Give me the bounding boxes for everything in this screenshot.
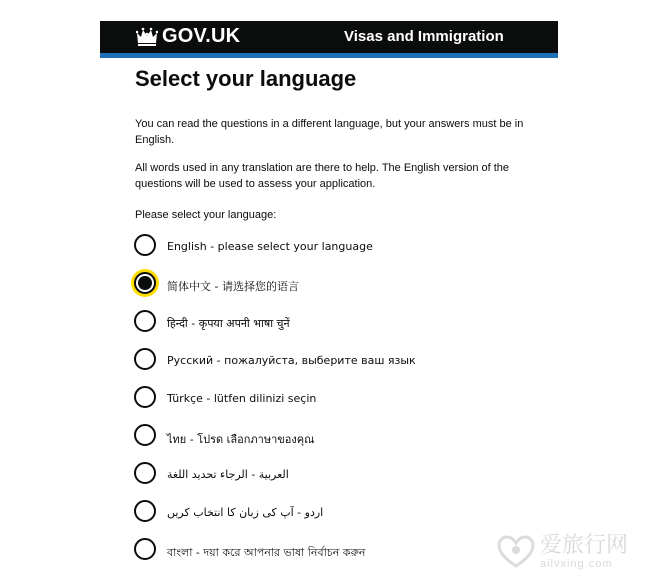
language-option-hindi[interactable] xyxy=(134,305,574,343)
language-option-russian[interactable] xyxy=(134,343,574,381)
watermark-name: 爱旅行网 xyxy=(540,533,629,558)
radio-button-selected[interactable] xyxy=(134,272,156,294)
radio-button[interactable] xyxy=(134,348,156,370)
intro-text: You can read the questions in a different language, but your answers must be in English. xyxy=(135,118,524,146)
language-radio-group xyxy=(134,229,574,571)
header xyxy=(100,21,558,53)
option-label: اردو - آپ کی زبان کا انتخاب کریں xyxy=(167,506,324,519)
language-option-arabic[interactable] xyxy=(134,457,574,495)
language-prompt: Please select your language: xyxy=(135,209,277,221)
radio-button[interactable] xyxy=(134,234,156,256)
header-accent-bar xyxy=(100,53,558,58)
option-label: Русский - пожалуйста, выберите ваш язык xyxy=(167,354,416,367)
heart-logo-icon xyxy=(496,532,536,572)
language-option-urdu[interactable] xyxy=(134,495,574,533)
radio-button[interactable] xyxy=(134,310,156,332)
option-label: العربية - الرجاء تحديد اللغة xyxy=(167,468,289,481)
crown-icon xyxy=(136,27,158,47)
language-option-thai[interactable] xyxy=(134,419,574,457)
language-option-chinese[interactable] xyxy=(134,267,574,305)
option-label: Türkçe - lütfen dilinizi seçin xyxy=(167,392,317,405)
option-label: हिन्दी - कृपया अपनी भाषा चुनें xyxy=(167,317,290,330)
language-option-english[interactable] xyxy=(134,229,574,267)
option-label: বাংলা - দয়া করে আপনার ভাষা নির্বাচন করুন xyxy=(167,546,366,559)
brand-text: GOV.UK xyxy=(162,25,241,47)
option-label: ไทย - โปรด เลือกภาษาของคุณ xyxy=(167,433,315,446)
radio-button[interactable] xyxy=(134,538,156,560)
option-label: 简体中文 - 请选择您的语言 xyxy=(167,280,299,293)
radio-button[interactable] xyxy=(134,500,156,522)
service-name-link[interactable]: Visas and Immigration xyxy=(344,28,504,45)
language-option-turkish[interactable] xyxy=(134,381,574,419)
watermark-url: ailvxing.com xyxy=(540,558,613,570)
option-label: English - please select your language xyxy=(167,240,373,253)
watermark xyxy=(496,532,628,572)
govuk-logo-link[interactable] xyxy=(136,25,240,48)
page-title: Select your language xyxy=(135,66,357,91)
radio-button[interactable] xyxy=(134,386,156,408)
watermark-text xyxy=(540,534,628,570)
radio-button[interactable] xyxy=(134,462,156,484)
note-text: All words used in any translation are there to help. The English version of the questions will be used to assess your application. xyxy=(135,162,510,190)
radio-button[interactable] xyxy=(134,424,156,446)
